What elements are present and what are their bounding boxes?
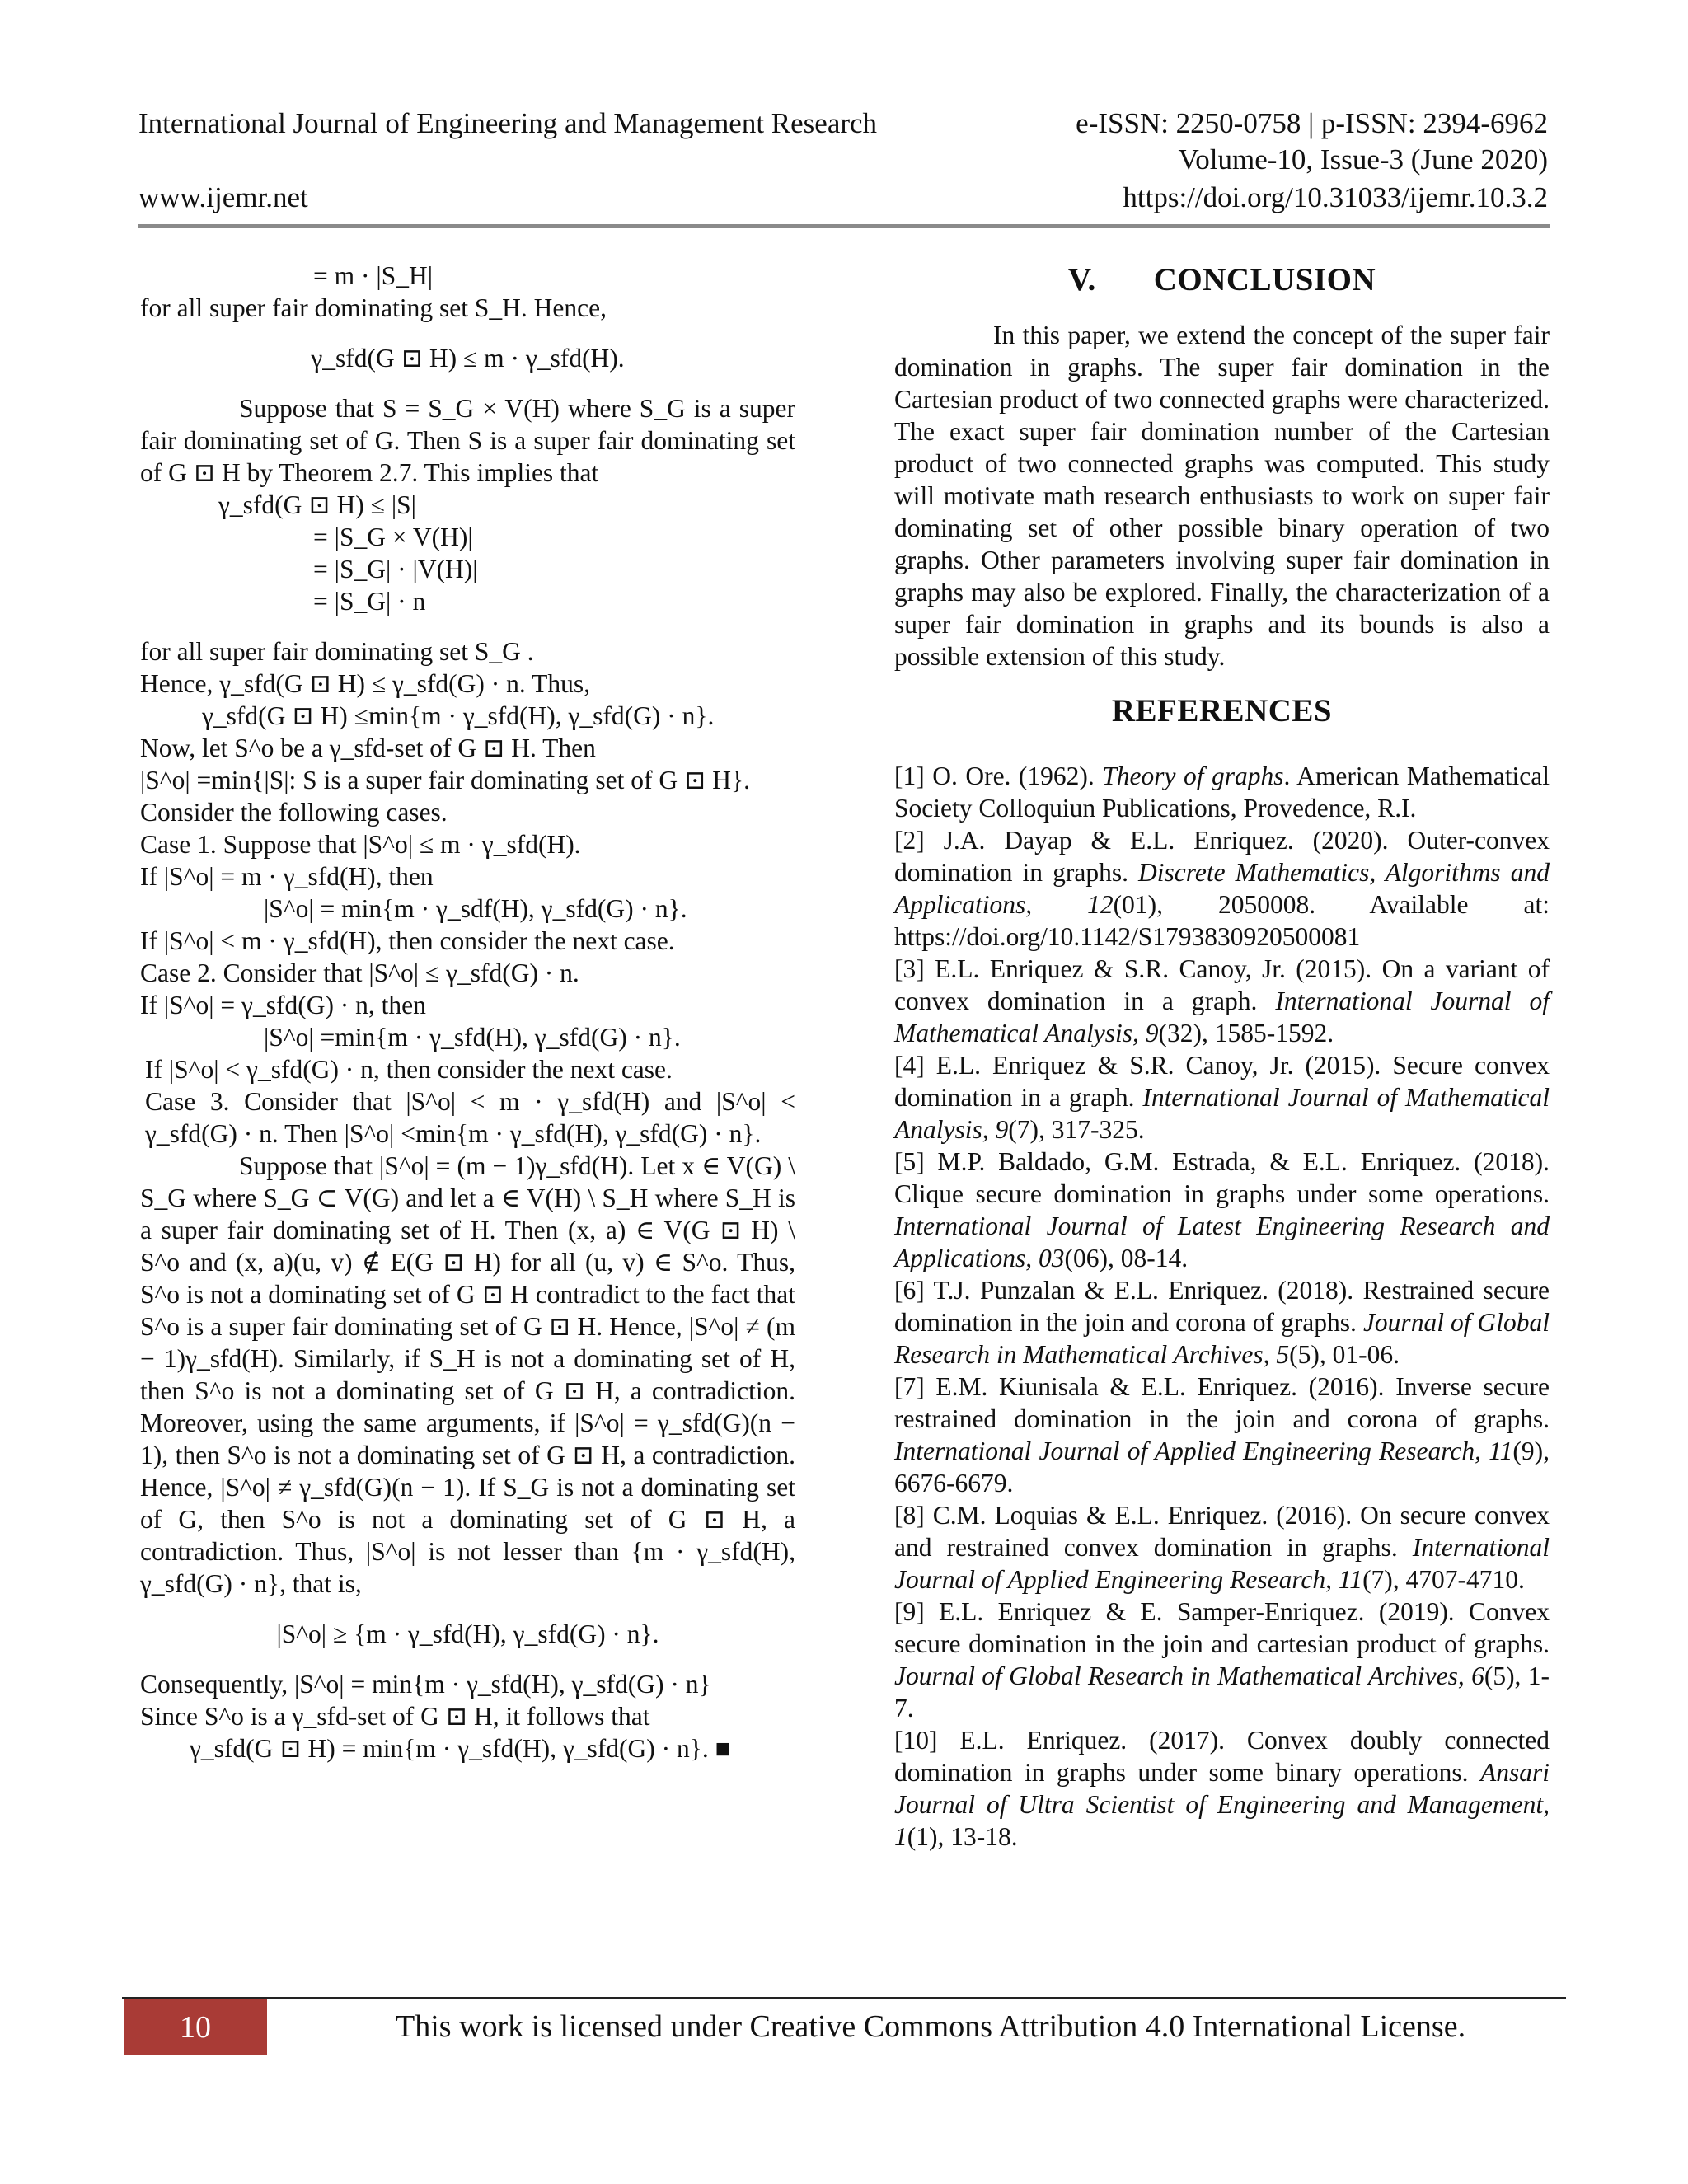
- text-line: for all super fair dominating set S_G .: [140, 637, 534, 666]
- reference-source: International Journal of Mathematical Analysis, 9: [894, 987, 1550, 1047]
- reference-text: [10] E.L. Enriquez. (2017). Convex doubly connected domination in graphs under some binary operations.: [894, 1726, 1550, 1787]
- reference-source: Journal of Global Research in Mathematical Archives, 6: [894, 1661, 1484, 1690]
- journal-title: International Journal of Engineering and Management Research: [138, 107, 878, 139]
- text-line: Consequently, |S^o| = min{m · γ_sfd(H), γ_sfd(G) · n}: [140, 1670, 711, 1699]
- section-number: V.: [1067, 262, 1096, 298]
- equation-line: γ_sfd(G ⊡ H) ≤ m · γ_sfd(H).: [311, 344, 625, 373]
- reference-details: (5), 01-06.: [1289, 1340, 1400, 1369]
- reference-item: [894, 1724, 1550, 1853]
- conclusion-paragraph: In this paper, we extend the concept of the super fair domination in graphs. The super fair domination in the Cartesian product of two connected graphs were characterized. The exact super fair domination number of the Cartesian product of two connected graphs was computed. This study will motivate math research enthusiasts to work on super fair dominating set of other possible binary operation of two graphs. Other parameters involving super fair domination in graphs may also be explored. Finally, the characterization of a super fair domination in graphs and its bounds is also a possible extension of this study.: [894, 321, 1550, 671]
- text-line: If |S^o| < m · γ_sfd(H), then consider the next case.: [140, 926, 675, 955]
- reference-details: (32), 1585-1592.: [1158, 1019, 1334, 1047]
- doi-link[interactable]: https://doi.org/10.31033/ijemr.10.3.2: [1123, 181, 1548, 213]
- text-line: If |S^o| = γ_sfd(G) · n, then: [140, 991, 426, 1019]
- reference-details: (7), 4707-4710.: [1362, 1565, 1525, 1594]
- equation-line: γ_sfd(G ⊡ H) = min{m · γ_sfd(H), γ_sfd(G) · n}. ■: [190, 1734, 731, 1763]
- reference-text: [9] E.L. Enriquez & E. Samper-Enriquez. (2019). Convex secure domination in the join and cartesian product of graphs.: [894, 1597, 1550, 1658]
- equation-line: |S^o| ≥ {m · γ_sfd(H), γ_sfd(G) · n}.: [276, 1619, 659, 1648]
- reference-details: (9), 6676-6679.: [894, 1436, 1550, 1497]
- reference-item: [894, 1049, 1550, 1146]
- text-line: If |S^o| = m · γ_sfd(H), then: [140, 862, 434, 891]
- reference-text: [1] O. Ore. (1962).: [894, 762, 1103, 790]
- text-line: Consider the following cases.: [140, 798, 448, 827]
- reference-details: (01), 2050008. Available at: https://doi.org/10.1142/S1793830920500081: [894, 890, 1550, 951]
- header-divider: [138, 224, 1550, 228]
- text-line: for all super fair dominating set S_H. Hence,: [140, 293, 607, 322]
- reference-details: (06), 08-14.: [1064, 1244, 1189, 1272]
- paragraph: Case 3. Consider that |S^o| < m · γ_sfd(H) and |S^o| < γ_sfd(G) · n. Then |S^o| <min{m · γ_sfd(H), γ_sfd(G) · n}.: [145, 1087, 795, 1148]
- equation-line: = |S_G| · n: [313, 587, 426, 616]
- reference-item: [894, 953, 1550, 1049]
- reference-text: [7] E.M. Kiunisala & E.L. Enriquez. (2016). Inverse secure restrained domination in the join and corona of graphs.: [894, 1372, 1550, 1433]
- website-link[interactable]: www.ijemr.net: [138, 181, 308, 213]
- conclusion-heading: [894, 260, 1550, 301]
- footer-divider: [122, 1997, 1566, 1999]
- reference-item: [894, 760, 1550, 824]
- paragraph: Suppose that |S^o| = (m − 1)γ_sfd(H). Let x ∈ V(G) \ S_G where S_G ⊂ V(G) and let a ∈ V(H) \ S_H where S_H is a super fair dominating set of H. Then (x, a) ∈ V(G ⊡ H) \ S^o and (x, a)(u, v) ∉ E(G ⊡ H) for all (u, v) ∈ S^o. Thus, S^o is not a dominating set of G ⊡ H contradict to the fact that S^o is a super fair dominating set of G ⊡ H. Hence, |S^o| ≠ (m − 1)γ_sfd(H). Similarly, if S_H is not a dominating set of H, then S^o is not a dominating set of G ⊡ H, a contradiction. Moreover, using the same arguments, if |S^o| = γ_sfd(G)(n − 1), then S^o is not a dominating set of G ⊡ H, a contradiction. Hence, |S^o| ≠ γ_sfd(G)(n − 1). If S_G is not a dominating set of G, then S^o is not a dominating set of G ⊡ H, a contradiction. Thus, |S^o| is not lesser than {m · γ_sfd(H), γ_sfd(G) · n}, that is,: [140, 1151, 795, 1598]
- reference-source: Ansari Journal of Ultra Scientist of Engineering and Management, 1: [894, 1758, 1550, 1851]
- reference-item: [894, 824, 1550, 953]
- reference-item: [894, 1146, 1550, 1274]
- right-column: [894, 260, 1550, 1853]
- text-line: Hence, γ_sfd(G ⊡ H) ≤ γ_sfd(G) · n. Thus,: [140, 669, 590, 698]
- text-line: Case 2. Consider that |S^o| ≤ γ_sfd(G) · n.: [140, 958, 579, 987]
- reference-text: [3] E.L. Enriquez & S.R. Canoy, Jr. (2015). On a variant of convex domination in a graph.: [894, 954, 1550, 1015]
- reference-text: [2] J.A. Dayap & E.L. Enriquez. (2020). Outer-convex domination in graphs.: [894, 826, 1550, 887]
- text-line: Now, let S^o be a γ_sfd-set of G ⊡ H. Then: [140, 733, 596, 762]
- license-text: This work is licensed under Creative Commons Attribution 4.0 International License.: [396, 2009, 1466, 2044]
- issn-block: [1076, 105, 1548, 178]
- page-number: 10: [124, 1999, 267, 2055]
- reference-item: [894, 1371, 1550, 1499]
- equation-line: γ_sfd(G ⊡ H) ≤ |S|: [218, 490, 416, 519]
- paragraph: Suppose that S = S_G × V(H) where S_G is a super fair dominating set of G. Then S is a super fair dominating set of G ⊡ H by Theorem 2.7. This implies that: [140, 394, 795, 487]
- reference-item: [894, 1274, 1550, 1371]
- text-line: Case 1. Suppose that |S^o| ≤ m · γ_sfd(H).: [140, 830, 581, 859]
- reference-source: Journal of Global Research in Mathematical Archives, 5: [894, 1308, 1550, 1369]
- reference-source: International Journal of Applied Engineering Research, 11: [894, 1533, 1550, 1594]
- equation-line: |S^o| =min{m · γ_sfd(H), γ_sfd(G) · n}.: [264, 1023, 681, 1052]
- reference-source: International Journal of Mathematical Analysis, 9: [894, 1083, 1550, 1144]
- equation-line: γ_sfd(G ⊡ H) ≤min{m · γ_sfd(H), γ_sfd(G) · n}.: [202, 701, 715, 730]
- proof-column: [140, 260, 795, 1765]
- reference-item: [894, 1499, 1550, 1596]
- equation-line: = |S_G × V(H)|: [313, 523, 473, 551]
- reference-text: [6] T.J. Punzalan & E.L. Enriquez. (2018). Restrained secure domination in the join and corona of graphs.: [894, 1276, 1550, 1337]
- reference-source: Theory of graphs: [1102, 762, 1284, 790]
- text-line: |S^o| =min{|S|: S is a super fair dominating set of G ⊡ H}.: [140, 766, 750, 794]
- reference-item: [894, 1596, 1550, 1724]
- references-heading: REFERENCES: [1111, 693, 1333, 729]
- section-title: CONCLUSION: [1153, 262, 1376, 298]
- text-line: If |S^o| < γ_sfd(G) · n, then consider the next case.: [145, 1055, 673, 1084]
- reference-source: International Journal of Latest Engineering Research and Applications, 03: [894, 1212, 1550, 1272]
- reference-details: . American Mathematical Society Colloquiun Publications, Provedence, R.I.: [894, 762, 1550, 823]
- equation-line: = m · |S_H|: [313, 261, 434, 290]
- reference-details: (5), 1-7.: [894, 1661, 1550, 1722]
- reference-details: (1), 13-18.: [907, 1822, 1018, 1851]
- references-list: [894, 760, 1550, 1853]
- reference-text: [5] M.P. Baldado, G.M. Estrada, & E.L. Enriquez. (2018). Clique secure domination in graphs under some operations.: [894, 1147, 1550, 1208]
- reference-source: Discrete Mathematics, Algorithms and Applications, 12: [894, 858, 1550, 919]
- volume: Volume-10, Issue-3 (June 2020): [1178, 143, 1548, 176]
- reference-source: International Journal of Applied Engineering Research, 11: [894, 1436, 1513, 1465]
- text-line: Since S^o is a γ_sfd-set of G ⊡ H, it follows that: [140, 1702, 650, 1731]
- equation-line: |S^o| = min{m · γ_sdf(H), γ_sfd(G) · n}.: [264, 894, 687, 923]
- reference-details: (7), 317-325.: [1008, 1115, 1145, 1144]
- equation-line: = |S_G| · |V(H)|: [313, 555, 478, 583]
- reference-text: [4] E.L. Enriquez & S.R. Canoy, Jr. (2015). Secure convex domination in a graph.: [894, 1051, 1550, 1112]
- issn: e-ISSN: 2250-0758 | p-ISSN: 2394-6962: [1076, 107, 1548, 139]
- reference-text: [8] C.M. Loquias & E.L. Enriquez. (2016). On secure convex and restrained convex domination in graphs.: [894, 1501, 1550, 1562]
